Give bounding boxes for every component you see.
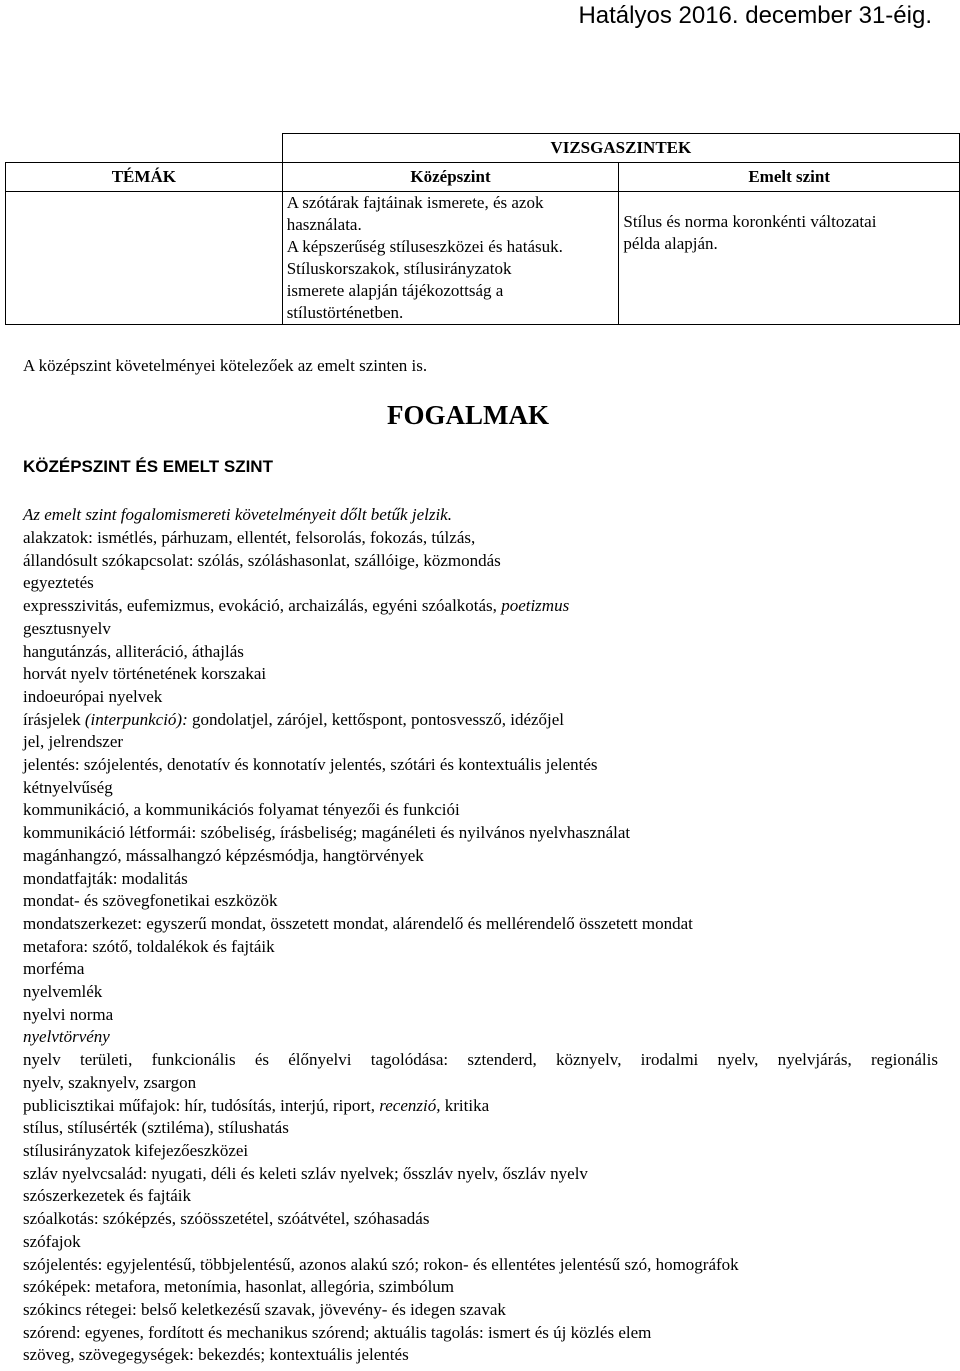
term-text: szöveg, szövegegységek: bekezdés; kontextuális jelentés bbox=[23, 1345, 409, 1365]
concept-item bbox=[23, 890, 938, 913]
advanced-level-text: Stílus és norma koronkénti változatai példa alapján. bbox=[623, 212, 877, 253]
term-text: morféma bbox=[23, 959, 85, 979]
concept-item bbox=[23, 913, 938, 936]
concept-item bbox=[23, 527, 938, 550]
concept-item bbox=[23, 1117, 938, 1140]
concept-item bbox=[23, 663, 938, 686]
term-text: expresszivitás, eufemizmus, evokáció, archaizálás, egyéni szóalkotás, bbox=[23, 596, 502, 616]
concept-item bbox=[23, 1072, 938, 1095]
term-text: szószerkezetek és fajtáik bbox=[23, 1186, 192, 1206]
term-text: gesztusnyelv bbox=[23, 618, 111, 638]
concept-item bbox=[23, 868, 938, 891]
term-text: állandósult szókapcsolat: szólás, szóláshasonlat, szállóige, közmondás bbox=[23, 550, 501, 570]
term-text: szórend: egyenes, fordított és mechanikus szórend; aktuális tagolás: ismert és új közlés elem bbox=[23, 1322, 652, 1342]
concept-item bbox=[23, 1254, 938, 1277]
concept-item bbox=[23, 958, 938, 981]
term-text: alakzatok: ismétlés, párhuzam, ellentét, felsorolás, fokozás, túlzás, bbox=[23, 528, 476, 547]
term-text: nyelv, szaknyelv, zsargon bbox=[23, 1072, 197, 1092]
concept-item bbox=[23, 1140, 938, 1163]
topics-column-header: TÉMÁK bbox=[6, 163, 283, 192]
concept-list bbox=[23, 527, 938, 1367]
concept-item bbox=[23, 799, 938, 822]
concept-item bbox=[23, 1095, 938, 1118]
concept-item bbox=[23, 1049, 938, 1072]
mid-level-column-header: Középszint bbox=[282, 163, 619, 192]
requirement-note: A középszint követelményei kötelezőek az emelt szinten is. bbox=[23, 356, 428, 375]
concept-item bbox=[23, 1004, 938, 1027]
term-text: jel, jelrendszer bbox=[23, 732, 124, 752]
term-text: hangutánzás, alliteráció, áthajlás bbox=[23, 641, 244, 661]
concept-item bbox=[23, 754, 938, 777]
term-text: nyelvemlék bbox=[23, 982, 103, 1002]
concept-item bbox=[23, 618, 938, 641]
term-text: egyeztetés bbox=[23, 573, 94, 593]
concept-item bbox=[23, 777, 938, 800]
term-text: szóalkotás: szóképzés, szóösszetétel, szóátvétel, szóhasadás bbox=[23, 1209, 430, 1229]
concept-item bbox=[23, 1299, 938, 1322]
advanced-level-cell bbox=[619, 192, 960, 325]
term-text: publicisztikai műfajok: hír, tudósítás, interjú, riport, bbox=[23, 1095, 380, 1115]
concept-item bbox=[23, 936, 938, 959]
exam-levels-header: VIZSGASZINTEK bbox=[282, 134, 959, 163]
concept-item bbox=[23, 550, 938, 573]
term-text: metafora: szótő, toldalékok és fajtáik bbox=[23, 936, 275, 956]
term-text: nyelvi norma bbox=[23, 1004, 114, 1024]
term-text: mondatfajták: modalitás bbox=[23, 868, 188, 888]
term-text: mondatszerkezet: egyszerű mondat, összetett mondat, alárendelő és mellérendelő összetett mondat bbox=[23, 913, 693, 933]
term-text: nyelv területi, funkcionális és élőnyelvi tagolódása: sztenderd, köznyelv, irodalmi nyelv, nyelvjárás, regionális bbox=[23, 1050, 938, 1070]
topic-cell bbox=[6, 192, 283, 325]
mid-level-text: A szótárak fajtáinak ismerete, és azok használata. A képszerűség stíluseszközei és hatásuk. Stíluskorszakok, stílusirányzatok ismerete alapján tájékozottság a stílustörténetben. bbox=[286, 193, 563, 322]
term-text: kommunikáció, a kommunikációs folyamat tényezői és funkciói bbox=[23, 800, 460, 820]
term-text: kritika bbox=[440, 1095, 490, 1115]
concept-item bbox=[23, 1185, 938, 1208]
concept-item bbox=[23, 1322, 938, 1345]
concept-item bbox=[23, 641, 938, 664]
term-text: magánhangzó, mássalhangzó képzésmódja, hangtörvények bbox=[23, 845, 424, 865]
empty-header-cell bbox=[6, 134, 283, 163]
term-text: stílusirányzatok kifejezőeszközei bbox=[23, 1140, 249, 1160]
term-text: szókincs rétegei: belső keletkezésű szavak, jövevény- és idegen szavak bbox=[23, 1299, 506, 1319]
concept-item bbox=[23, 731, 938, 754]
concept-item bbox=[23, 1026, 938, 1049]
term-text: szófajok bbox=[23, 1231, 81, 1251]
term-text: gondolatjel, zárójel, kettőspont, pontosvessző, idézőjel bbox=[187, 709, 565, 729]
advanced-term: nyelvtörvény bbox=[23, 1027, 110, 1047]
concept-item bbox=[23, 709, 938, 732]
concept-item bbox=[23, 845, 938, 868]
validity-header: Hatályos 2016. december 31-éig. bbox=[578, 2, 932, 29]
italic-legend-note: Az emelt szint fogalomismereti követelményeit dőlt betűk jelzik. bbox=[23, 505, 452, 524]
term-text: horvát nyelv történetének korszakai bbox=[23, 664, 267, 684]
term-text: jelentés: szójelentés, denotatív és konnotatív jelentés, szótári és kontextuális jelentés bbox=[23, 755, 598, 775]
concept-item bbox=[23, 1163, 938, 1186]
concept-item bbox=[23, 981, 938, 1004]
concept-item bbox=[23, 595, 938, 618]
term-text: kétnyelvűség bbox=[23, 777, 113, 797]
concept-item bbox=[23, 686, 938, 709]
term-text: mondat- és szövegfonetikai eszközök bbox=[23, 891, 278, 911]
term-text: kommunikáció létformái: szóbeliség, írásbeliség; magánéleti és nyilvános nyelvhasználat bbox=[23, 823, 631, 843]
advanced-term: poetizmus bbox=[501, 596, 570, 616]
concept-item bbox=[23, 1276, 938, 1299]
concept-item bbox=[23, 572, 938, 595]
term-text: szóképek: metafora, metonímia, hasonlat, allegória, szimbólum bbox=[23, 1277, 455, 1297]
term-text: szójelentés: egyjelentésű, többjelentésű, azonos alakú szó; rokon- és ellentétes jelentésű szó, homográfok bbox=[23, 1254, 739, 1274]
advanced-level-column-header: Emelt szint bbox=[619, 163, 960, 192]
concept-item bbox=[23, 1344, 938, 1367]
page-title: FOGALMAK bbox=[387, 400, 549, 430]
term-text: stílus, stílusérték (sztiléma), stílushatás bbox=[23, 1118, 289, 1138]
term-text: írásjelek bbox=[23, 709, 85, 729]
section-subtitle: KÖZÉPSZINT ÉS EMELT SZINT bbox=[23, 457, 273, 476]
advanced-term: (interpunkció): bbox=[84, 709, 188, 729]
concept-item bbox=[23, 1208, 938, 1231]
concept-item bbox=[23, 1231, 938, 1254]
exam-levels-table bbox=[5, 133, 960, 325]
term-text: szláv nyelvcsalád: nyugati, déli és keleti szláv nyelvek; ősszláv nyelv, őszláv nyelv bbox=[23, 1163, 588, 1183]
advanced-term: recenzió, bbox=[379, 1095, 441, 1115]
mid-level-cell bbox=[282, 192, 619, 325]
term-text: indoeurópai nyelvek bbox=[23, 686, 163, 706]
concept-item bbox=[23, 822, 938, 845]
